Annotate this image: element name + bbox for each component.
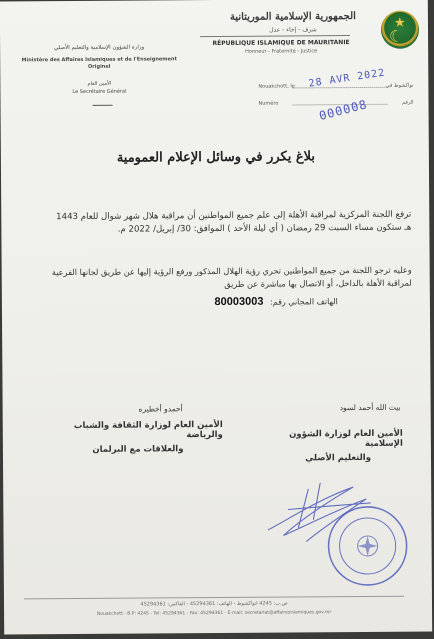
header-french-motto: Honneur - Fraternité - Justice bbox=[245, 48, 318, 55]
body-paragraph-1: ترفع اللجنة المركزية لمراقبة الأهلة إلى علم جميع المواطنين أن مراقبة هلال شهر شوال للعام 1443 هـ ستكون مساء السبت 29 رمضان ( أي ليلة الأحد ) الموافق: 30/ إبريل/ 2022 م. bbox=[56, 209, 412, 235]
footer-line-french: Nouakchott - B.P: 4245 - Tel: 45294361 - Fax: 45294361 - E-mail: secretariat@affairesislamiques.gov.mr bbox=[96, 610, 332, 617]
reference-number-label-fr: Numéro bbox=[258, 100, 279, 107]
reference-city-label-fr: Nouakchott, le bbox=[258, 83, 295, 90]
right-signatory-title-1: الأمين العام لوزارة الشؤون الإسلامية bbox=[289, 428, 403, 449]
left-signatory-name: أحمدو أخطيره bbox=[138, 404, 183, 414]
secretary-arabic: الأمين العام bbox=[87, 80, 112, 87]
header-arabic-motto: شرف - إخاء - عدل bbox=[269, 26, 317, 34]
number-stamp: 000008 bbox=[317, 97, 369, 124]
ministry-french: Ministère des Affaires Islamiques et de l'Enseignement Originel bbox=[21, 56, 177, 70]
footer-line-arabic: ص.ب: 4245 انواكشوط - الهاتف: 45294361 - الفاكس: 45294361 bbox=[140, 600, 288, 608]
body-paragraph-2: وعليه ترجو اللجنة من جميع المواطنين تحري رؤية الهلال المذكور ورفع الرؤية إليها عن طريق لجانها الفرعية لمراقبة الأهلة بالداخل، أو الاتصال بها مباشرة عن طريق bbox=[51, 264, 412, 289]
right-signatory-name: بيت الله أحمد لسود bbox=[339, 402, 401, 413]
left-signatory-title-2: والعلاقات مع البرلمان bbox=[92, 444, 184, 455]
reference-number-row bbox=[258, 99, 414, 107]
phone-number: 80003003 bbox=[214, 295, 264, 309]
phone-line bbox=[50, 295, 338, 309]
date-stamp: 28 AVR 2022 bbox=[307, 67, 386, 90]
official-seal-icon bbox=[325, 504, 410, 589]
footer-rule bbox=[24, 596, 404, 600]
mauritania-emblem-icon: ★ ☾ bbox=[381, 11, 419, 49]
left-header-rule bbox=[93, 105, 113, 106]
header-arabic-republic: الجمهورية الإسلامية الموريتانية bbox=[229, 11, 356, 23]
secretary-french: Le Secrétaire Général bbox=[72, 88, 127, 95]
ministry-arabic: وزارة الشؤون الإسلامية والتعليم الأصلي bbox=[54, 44, 145, 52]
left-signatory-title-1: الأمين العام لوزارة الثقافة والشباب والرياضة bbox=[73, 419, 223, 441]
header-french-republic: RÉPUBLIQUE ISLAMIQUE DE MAURITANIE bbox=[212, 39, 350, 48]
header-divider bbox=[200, 35, 350, 37]
communique-title: بلاغ يكرر في وسائل الإعلام العمومية bbox=[116, 149, 316, 166]
reference-city-label-ar: نواكشوط في bbox=[385, 82, 414, 89]
phone-prefix: الهاتف المجاني رقم: bbox=[269, 297, 338, 307]
right-signatory-title-2: والتعليم الأصلي bbox=[305, 452, 372, 464]
reference-number-label-ar: الرقم bbox=[402, 99, 414, 106]
reference-date-dots bbox=[292, 87, 387, 89]
